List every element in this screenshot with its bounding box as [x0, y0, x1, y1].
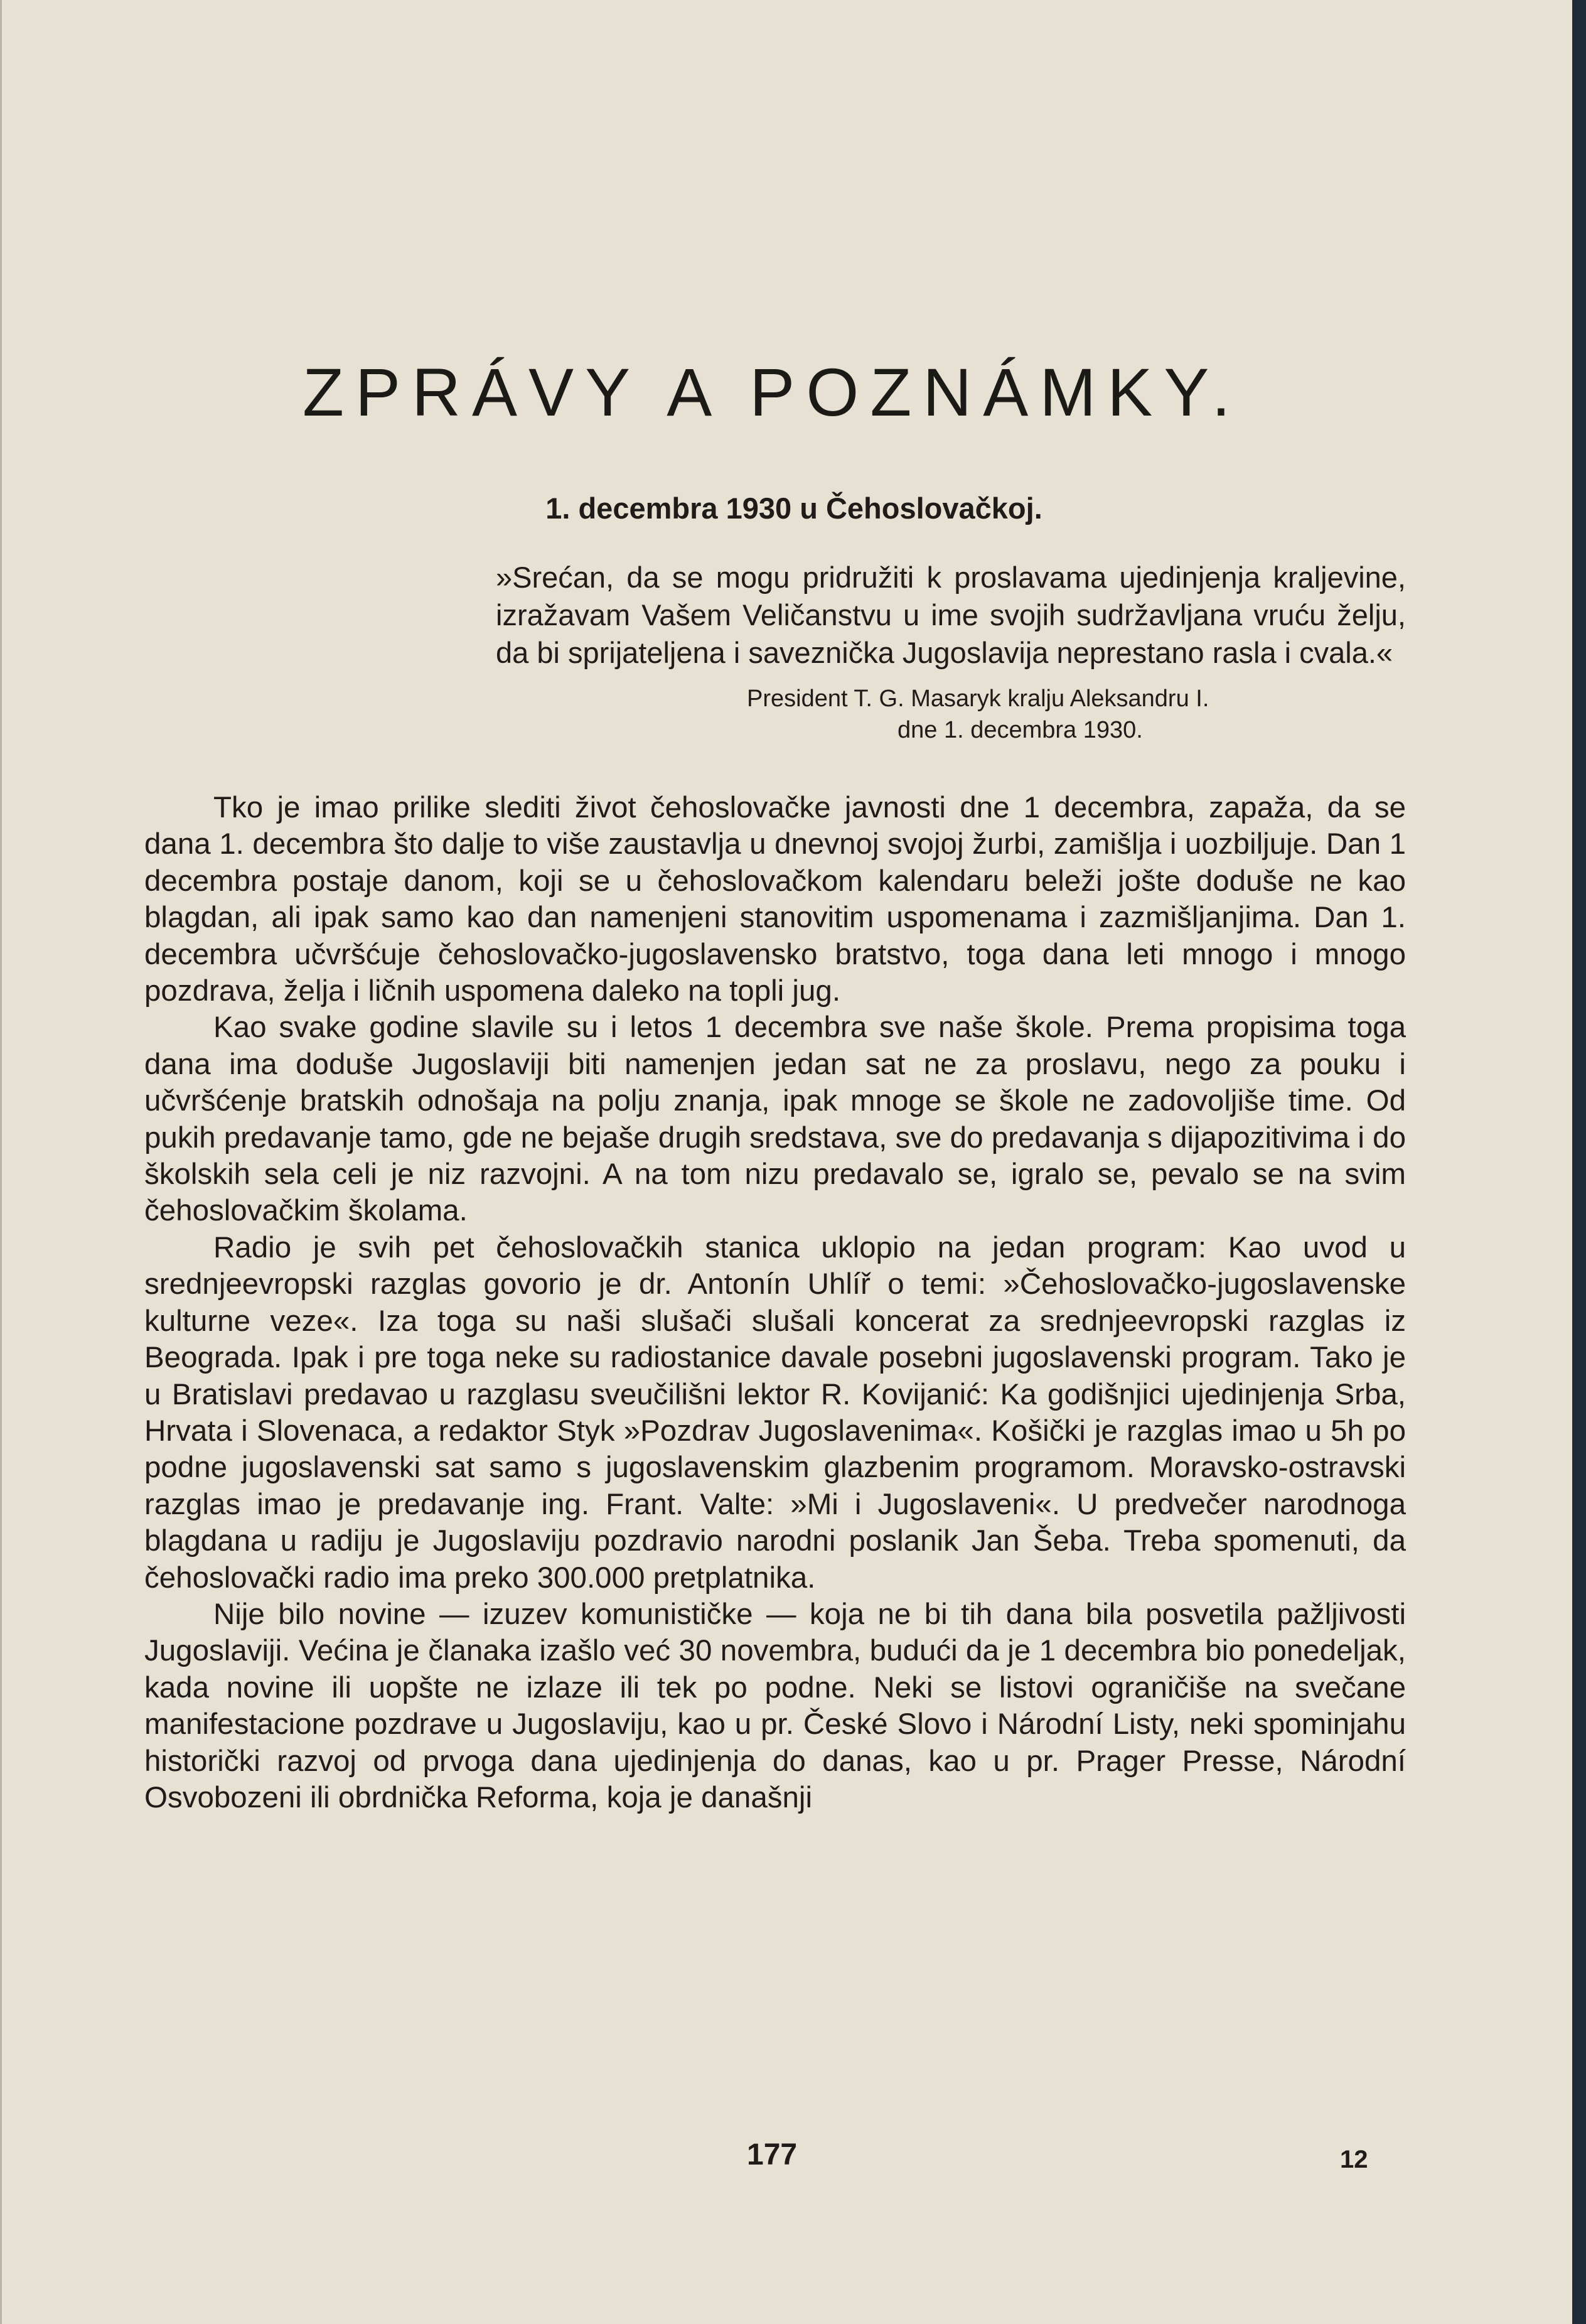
scan-border-right	[1572, 0, 1586, 2324]
page-left-edge	[0, 0, 2, 2324]
printer-signature-mark: 12	[1340, 2146, 1368, 2173]
epigraph-quote: »Srećan, da se mogu pridružiti k proslavama ujedinjenja kraljevine, izražavam Vašem Veličanstvu u ime svojih sudržavljana vruću želju, da bi sprijateljena i saveznička Jugoslavija neprestano rasla i cvala.«	[496, 561, 1406, 669]
page-content	[144, 352, 1406, 1816]
article-title: 1. decembra 1930 u Čehoslovačkoj.	[545, 492, 1042, 525]
body-paragraph-2: Kao svake godine slavile su i letos 1 decembra sve naše škole. Prema propisima toga dana ima doduše Jugoslaviji biti namenjen jedan sat ne za proslavu, nego za pouku i učvršćenje bratskih odnošaja na polju znanja, ipak mnoge se škole ne zadovoljiše time. Od pukih predavanje tamo, gde ne bejaše drugih sredstava, sve do predavanja s dijapozitivima i do školskih sela celi je niz razvojni. A na tom nizu predavalo se, igralo se, pevalo se na svim čehoslovačkim školama.	[144, 1011, 1406, 1228]
body-paragraph-4: Nije bilo novine — izuzev komunističke — koja ne bi tih dana bila posvetila pažljivosti Jugoslaviji. Većina je članaka izašlo već 30 novembra, budući da je 1 decembra bio ponedeljak, kada novine ili uopšte ne izlaze ili tek po podne. Neki se listovi ograničiše na svečane manifestacione pozdrave u Jugoslaviju, kao u pr. České Slovo i Národní Listy, neki spominjahu historički razvoj od prvoga dana ujedinjenja do danas, kao u pr. Prager Presse, Národní Osvobozeni ili obrdnička Reforma, koja je današnji	[144, 1597, 1406, 1814]
body-paragraph-3: Radio je svih pet čehoslovačkih stanica uklopio na jedan program: Kao uvod u srednjeevropski razglas govorio je dr. Antonín Uhlíř o temi: »Čehoslovačko-jugoslavenske kulturne veze«. Iza toga su naši slušači slušali koncerat za srednjeevropski razglas iz Beograda. Ipak i pre toga neke su radiostanice davale posebni jugoslavenski program. Tako je u Bratislavi predavao u razglasu sveučilišni lektor R. Kovijanić: Ka godišnjici ujedinjenja Srba, Hrvata i Slovenaca, a redaktor Styk »Pozdrav Jugoslavenima«. Košički je razglas imao u 5h po podne jugoslavenski sat samo s jugoslavenskim glazbenim programom. Moravsko-ostravski razglas imao je predavanje ing. Frant. Valte: »Mi i Jugoslaveni«. U predvečer narodnoga blagdana u radiju je Jugoslaviju pozdravio narodni poslanik Jan Šeba. Treba spomenuti, da čehoslovački radio ima preko 300.000 pretplatnika.	[144, 1230, 1406, 1595]
page-number: 177	[747, 2138, 798, 2171]
epigraph	[496, 559, 1406, 746]
epigraph-date: dne 1. decembra 1930.	[897, 717, 1143, 743]
body-paragraph-1: Tko je imao prilike slediti život čehoslovačke javnosti dne 1 decembra, zapaža, da se dana 1. decembra što dalje to više zaustavlja u dnevnoj svojoj žurbi, zamišlja i uozbiljuje. Dan 1 decembra postaje danom, koji se u čehoslovačkom kalendaru beleži jošte doduše ne kao blagdan, ali ipak samo kao dan namenjeni stanovitim uspomenama i zazmišljanjima. Dan 1. decembra učvršćuje čehoslovačko-jugoslavensko bratstvo, toga dana leti mnogo i mnogo pozdrava, želja i ličnih uspomena daleko na topli jug.	[144, 791, 1406, 1008]
epigraph-attribution: President T. G. Masaryk kralju Aleksandru I.	[747, 686, 1209, 712]
epigraph-attribution-block	[496, 683, 1406, 746]
section-heading: ZPRÁVY A POZNÁMKY.	[303, 354, 1242, 430]
